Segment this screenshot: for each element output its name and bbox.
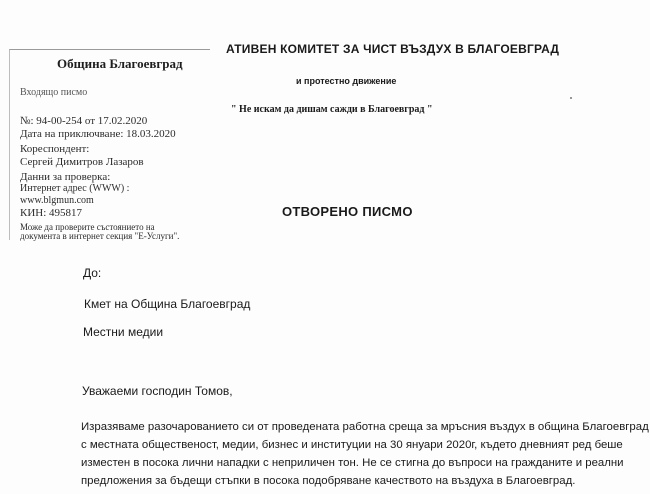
committee-title: АТИВЕН КОМИТЕТ ЗА ЧИСТ ВЪЗДУХ В БЛАГОЕВГРАД xyxy=(226,42,560,56)
stamp-correspondent-name: Сергей Димитров Лазаров xyxy=(20,156,144,168)
stamp-number: №: 94-00-254 от 17.02.2020 xyxy=(20,115,148,127)
body-paragraph: Изразяваме разочарованието си от проведената работна среща за мръсния въздух в община Благоевград с местната общественост, медии, бизнес и институции на 30 януари 2020г, където дневният ред беше изместен в посока лични нападки с неприличен тон. Не се стигна до въпроси на гражданите и реални предложения за бъдещи стъпки в посока подобряване качеството на въздуха в Благоевград. xyxy=(81,421,649,487)
letter-title: ОТВОРЕНО ПИСМО xyxy=(282,204,413,219)
stamp-note-1: Може да проверите състоянието на xyxy=(20,222,155,232)
to-label: До: xyxy=(83,266,102,280)
stamp-check-label: Данни за проверка: xyxy=(20,171,111,183)
scan-speck xyxy=(570,97,572,99)
registry-stamp xyxy=(9,49,210,240)
stamp-municipality: Община Благоевград xyxy=(57,56,183,71)
stamp-web-label: Интернет адрес (WWW) : xyxy=(20,183,130,194)
stamp-web-value: www.blgmun.com xyxy=(20,195,94,206)
greeting: Уважаеми господин Томов, xyxy=(82,384,233,398)
stamp-correspondent-label: Кореспондент: xyxy=(20,143,90,155)
recipient-mayor: Кмет на Община Благоевград xyxy=(84,297,251,311)
stamp-heading: Входящо писмо xyxy=(20,87,88,98)
stamp-kin: КИН: 495817 xyxy=(20,207,83,219)
committee-subtitle: и протестно движение xyxy=(296,76,397,86)
stamp-date: Дата на приключване: 18.03.2020 xyxy=(20,128,176,140)
committee-slogan: " Не искам да дишам сажди в Благоевград " xyxy=(231,104,433,115)
stamp-note-2: документа в интернет секция "Е-Услуги". xyxy=(20,231,180,241)
recipient-media: Местни медии xyxy=(83,325,164,339)
